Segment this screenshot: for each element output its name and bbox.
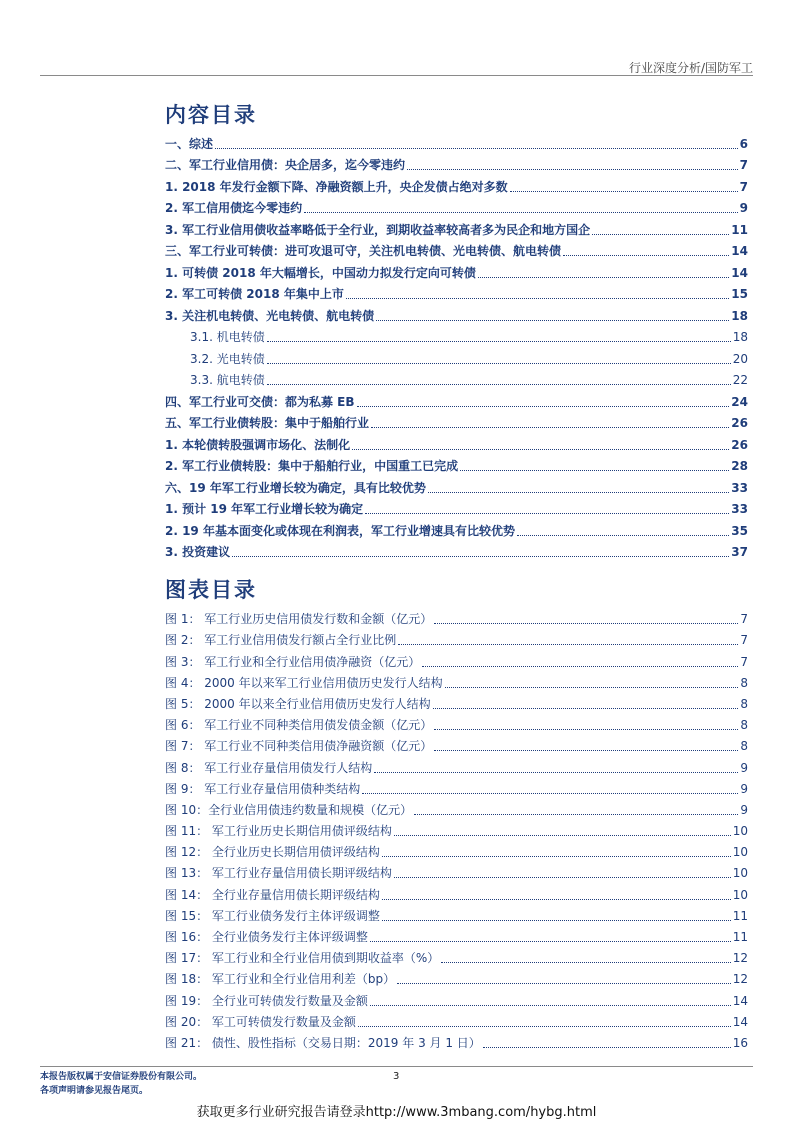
figure-entry-page: 14 (732, 1014, 748, 1029)
figure-entry-page: 8 (740, 696, 748, 711)
figure-entry-page: 14 (732, 993, 748, 1008)
figure-entry[interactable] (165, 733, 748, 754)
figure-entry-label: 图 7： 军工行业不同种类信用债净融资额（亿元） (165, 739, 433, 754)
toc-entry-page: 18 (732, 330, 748, 344)
dot-leader (434, 750, 738, 751)
toc-entry-label: 2. 军工信用债迄今零违约 (165, 201, 303, 215)
toc-entry-label: 1. 2018 年发行金额下降、净融资额上升，央企发债占绝对多数 (165, 179, 508, 194)
figure-entry[interactable] (165, 860, 748, 881)
dot-leader (445, 687, 739, 688)
figure-entry[interactable] (165, 987, 748, 1008)
figure-entry[interactable] (165, 945, 748, 966)
toc-entry-page: 18 (731, 308, 748, 323)
toc-entry-page: 24 (731, 394, 748, 409)
dot-leader (374, 772, 738, 773)
figure-entry[interactable] (165, 606, 748, 627)
figure-entry-page: 10 (732, 824, 748, 839)
figure-entry-label: 图 16： 全行业债务发行主体评级调整 (165, 930, 368, 944)
toc-entry-label: 3. 关注机电转债、光电转债、航电转债 (165, 308, 375, 323)
figure-entry-page: 16 (732, 1035, 748, 1050)
dot-leader (398, 644, 738, 645)
figure-entry-label: 图 18： 军工行业和全行业信用利差（bp） (165, 972, 396, 987)
dot-leader (394, 835, 731, 836)
dot-leader (483, 1047, 731, 1048)
figure-entry-label: 图 1： 军工行业历史信用债发行数和金额（亿元） (165, 612, 433, 627)
toc-entry-label: 五、军工行业债转股：集中于船舶行业 (165, 416, 370, 430)
figure-entry[interactable] (165, 818, 748, 839)
toc-entry-page: 6 (739, 136, 748, 151)
dot-leader (397, 983, 731, 984)
toc-entry[interactable] (165, 259, 748, 281)
figure-entry-label: 图 21： 债性、股性指标（交易日期：2019 年 3 月 1 日） (165, 1035, 481, 1050)
toc-list (165, 130, 748, 560)
toc-entry-label: 1. 本轮债转股强调市场化、法制化 (165, 437, 351, 452)
toc-entry-page: 7 (739, 158, 748, 172)
figure-entry-label: 图 19： 全行业可转债发行数量及金额 (165, 993, 368, 1008)
dot-leader (382, 856, 731, 857)
toc-entry-page: 26 (731, 416, 748, 430)
dot-leader (433, 708, 739, 709)
toc-entry-page: 37 (731, 545, 748, 559)
toc-entry[interactable] (165, 388, 748, 410)
toc-entry[interactable] (165, 539, 748, 561)
figure-entry-label: 图 6： 军工行业不同种类信用债发债金额（亿元） (165, 718, 433, 733)
toc-entry-page: 22 (732, 373, 748, 387)
toc-entry-label: 二、军工行业信用债：央企居多，迄今零违约 (165, 158, 406, 172)
toc-entry-page: 14 (731, 265, 748, 280)
toc-entry[interactable] (165, 517, 748, 539)
dot-leader (510, 191, 738, 192)
figure-entry-page: 8 (740, 718, 748, 733)
toc-entry-page: 11 (731, 222, 748, 237)
figure-entry-page: 9 (740, 781, 748, 796)
figure-entry-page: 9 (740, 760, 748, 775)
toc-entry-label: 1. 预计 19 年军工行业增长较为确定 (165, 502, 364, 516)
figure-entry-label: 图 13： 军工行业存量信用债长期评级结构 (165, 866, 392, 881)
toc-entry[interactable] (165, 152, 748, 174)
dot-leader (362, 793, 738, 794)
dot-leader (428, 492, 729, 493)
toc-entry-page: 26 (731, 437, 748, 452)
toc-entry[interactable] (165, 431, 748, 453)
toc-entry-label: 一、综述 (165, 136, 214, 151)
figure-entry-label: 图 20： 军工可转债发行数量及金额 (165, 1014, 356, 1029)
figure-entry[interactable] (165, 648, 748, 669)
figure-entry[interactable] (165, 1009, 748, 1030)
toc-entry-page: 14 (731, 244, 748, 258)
toc-entry-label: 三、军工行业可转债：进可攻退可守，关注机电转债、光电转债、航电转债 (165, 244, 562, 258)
figure-entry[interactable] (165, 627, 748, 648)
dot-leader (267, 363, 731, 364)
figure-entry-label: 图 12： 全行业历史长期信用债评级结构 (165, 845, 380, 860)
figure-entry-page: 7 (740, 612, 748, 627)
toc-entry-page: 7 (739, 179, 748, 194)
figure-entry[interactable] (165, 903, 748, 924)
figure-entry-label: 图 9： 军工行业存量信用债种类结构 (165, 781, 361, 796)
dot-leader (267, 384, 731, 385)
dot-leader (346, 298, 729, 299)
dot-leader (407, 169, 738, 170)
figure-entry-page: 8 (740, 739, 748, 754)
toc-title: 内容目录 (165, 103, 257, 127)
dot-leader (441, 962, 730, 963)
dot-leader (215, 148, 738, 149)
figure-entry-label: 图 8： 军工行业存量信用债发行人结构 (165, 760, 373, 775)
toc-entry[interactable] (165, 410, 748, 432)
toc-entry-label: 2. 军工行业债转股：集中于船舶行业，中国重工已完成 (165, 459, 459, 473)
toc-entry[interactable] (165, 453, 748, 475)
figure-entry[interactable] (165, 881, 748, 902)
figure-entry-page: 11 (732, 930, 748, 944)
dot-leader (434, 729, 738, 730)
toc-entry[interactable] (165, 324, 748, 346)
figure-entry-page: 8 (740, 675, 748, 690)
dot-leader (460, 470, 729, 471)
toc-entry-label: 3.1. 机电转债 (190, 330, 265, 344)
toc-entry[interactable] (165, 302, 748, 324)
figure-entry[interactable] (165, 712, 748, 733)
figure-entry-page: 11 (732, 908, 748, 923)
figure-entry-label: 图 15： 军工行业债务发行主体评级调整 (165, 908, 380, 923)
toc-entry-label: 四、军工行业可交债：都为私募 EB (165, 394, 355, 409)
toc-entry[interactable] (165, 216, 748, 238)
figure-entry[interactable] (165, 1030, 748, 1051)
dot-leader (434, 623, 738, 624)
figure-entry[interactable] (165, 839, 748, 860)
toc-entry[interactable] (165, 238, 748, 260)
figure-entry-page: 12 (732, 951, 748, 966)
figure-entry-label: 图 3： 军工行业和全行业信用债净融资（亿元） (165, 654, 421, 669)
toc-entry-label: 3. 军工行业信用债收益率略低于全行业，到期收益率较高者多为民企和地方国企 (165, 222, 591, 237)
promo-link[interactable]: 获取更多行业研究报告请登录http://www.3mbang.com/hybg.html (196, 1105, 597, 1120)
toc-entry-page: 28 (731, 459, 748, 473)
dot-leader (592, 234, 729, 235)
figure-entry-label: 图 14： 全行业存量信用债长期评级结构 (165, 887, 380, 902)
dot-leader (382, 899, 731, 900)
toc-entry-page: 33 (731, 480, 748, 495)
dot-leader (357, 406, 730, 407)
footer-divider (40, 1066, 753, 1067)
dot-leader (382, 920, 731, 921)
toc-entry-page: 35 (731, 523, 748, 538)
dot-leader (563, 255, 729, 256)
figure-entry-label: 图 17： 军工行业和全行业信用债到期收益率（%） (165, 951, 440, 966)
footer-notice: 各项声明请参见报告尾页。 (40, 1086, 149, 1096)
figure-entry-page: 7 (740, 654, 748, 669)
toc-entry[interactable] (165, 281, 748, 303)
figure-entry-page: 9 (740, 802, 748, 817)
dot-leader (365, 513, 729, 514)
toc-entry-page: 33 (731, 502, 748, 516)
dot-leader (394, 877, 731, 878)
figure-entry[interactable] (165, 691, 748, 712)
figure-entry[interactable] (165, 776, 748, 797)
figure-entry[interactable] (165, 797, 748, 818)
dot-leader (422, 666, 738, 667)
dot-leader (370, 941, 731, 942)
figure-entry-page: 10 (732, 866, 748, 881)
toc-entry-label: 3.3. 航电转债 (190, 373, 265, 387)
toc-entry[interactable] (165, 496, 748, 518)
toc-entry[interactable] (165, 130, 748, 152)
figure-entry-page: 10 (732, 887, 748, 902)
toc-entry-label: 2. 19 年基本面变化或体现在利润表，军工行业增速具有比较优势 (165, 523, 515, 538)
toc-entry[interactable] (165, 173, 748, 195)
dot-leader (376, 320, 729, 321)
toc-entry[interactable] (165, 345, 748, 367)
figure-entry[interactable] (165, 924, 748, 945)
figure-entry-label: 图 5： 2000 年以来全行业信用债历史发行人结构 (165, 696, 431, 711)
page-number: 3 (393, 1071, 400, 1082)
dot-leader (478, 277, 729, 278)
figures-list (165, 606, 748, 1051)
figure-entry-label: 图 10：全行业信用债违约数量和规模（亿元） (165, 802, 413, 817)
toc-entry-label: 1. 可转债 2018 年大幅增长，中国动力拟发行定向可转债 (165, 265, 476, 280)
figure-entry-page: 12 (732, 972, 748, 987)
header-divider (40, 75, 753, 76)
toc-entry-label: 六、19 年军工行业增长较为确定，具有比较优势 (165, 480, 426, 495)
figure-entry[interactable] (165, 966, 748, 987)
toc-entry-label: 3. 投资建议 (165, 545, 231, 559)
dot-leader (370, 1005, 731, 1006)
toc-entry-page: 9 (739, 201, 748, 215)
figure-entry-label: 图 4： 2000 年以来军工行业信用债历史发行人结构 (165, 675, 443, 690)
dot-leader (352, 449, 729, 450)
header-title: 行业深度分析/国防军工 (628, 61, 753, 75)
dot-leader (358, 1026, 731, 1027)
figures-title: 图表目录 (165, 578, 257, 602)
toc-entry-page: 15 (731, 287, 748, 301)
toc-entry-label: 2. 军工可转债 2018 年集中上市 (165, 287, 344, 301)
dot-leader (517, 535, 729, 536)
figure-entry-page: 7 (740, 633, 748, 648)
toc-entry[interactable] (165, 195, 748, 217)
figure-entry-page: 10 (732, 845, 748, 860)
dot-leader (371, 427, 729, 428)
toc-entry[interactable] (165, 474, 748, 496)
figure-entry-label: 图 11： 军工行业历史长期信用债评级结构 (165, 824, 392, 839)
toc-entry[interactable] (165, 367, 748, 389)
toc-entry-label: 3.2. 光电转债 (190, 351, 265, 366)
dot-leader (304, 212, 738, 213)
footer-copyright: 本报告版权属于安信证券股份有限公司。 (40, 1072, 203, 1082)
figure-entry[interactable] (165, 670, 748, 691)
dot-leader (267, 341, 731, 342)
figure-entry-label: 图 2： 军工行业信用债发行额占全行业比例 (165, 633, 397, 648)
dot-leader (414, 814, 738, 815)
toc-entry-page: 20 (732, 351, 748, 366)
figure-entry[interactable] (165, 754, 748, 775)
dot-leader (232, 556, 729, 557)
